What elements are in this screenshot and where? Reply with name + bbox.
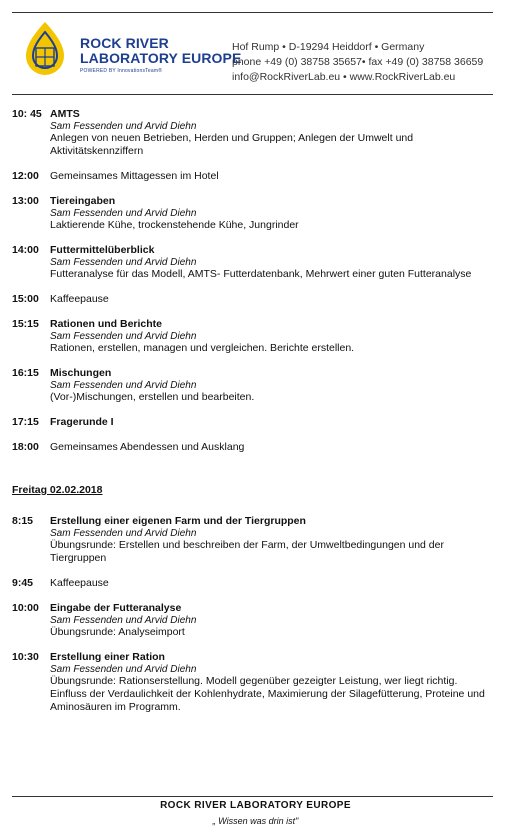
brand-block <box>80 36 241 74</box>
agenda-title: Futtermittelüberblick <box>50 244 155 256</box>
contact-phone: phone +49 (0) 38758 35657• fax +49 (0) 38758 36659 <box>232 56 484 68</box>
agenda-time: 10: 45 <box>12 108 42 120</box>
rock-river-logo <box>20 20 70 75</box>
agenda-time: 13:00 <box>12 195 39 207</box>
agenda-title: AMTS <box>50 108 80 120</box>
agenda-description: Übungsrunde: Rationserstellung. Modell gegenüber gezeigter Leistung, wer liegt richtig. Einfluss der Verdaulichkeit der Kohlenhydrate, Maximierung der Silagefütterung, Proteine und Aminosäuren im Programm. <box>50 675 485 713</box>
agenda-time: 12:00 <box>12 170 39 182</box>
agenda-item <box>12 293 497 306</box>
agenda-time: 15:00 <box>12 293 39 305</box>
agenda-speaker: Sam Fessenden und Arvid Diehn <box>50 208 197 219</box>
agenda-plain: Gemeinsames Abendessen und Ausklang <box>50 441 245 453</box>
agenda-item <box>12 651 497 714</box>
agenda-description: Laktierende Kühe, trockenstehende Kühe, Jungrinder <box>50 219 299 231</box>
agenda-item <box>12 108 497 158</box>
agenda-time: 10:00 <box>12 602 39 614</box>
agenda-title: Eingabe der Futteranalyse <box>50 602 182 614</box>
agenda-description: (Vor-)Mischungen, erstellen und bearbeiten. <box>50 391 255 403</box>
brand-name-line2: LABORATORY EUROPE <box>80 50 242 66</box>
agenda-speaker: Sam Fessenden und Arvid Diehn <box>50 121 197 132</box>
agenda-time: 9:45 <box>12 577 34 589</box>
footer-slogan: „ Wissen was drin ist" <box>212 816 299 826</box>
agenda-item <box>12 602 497 639</box>
agenda-speaker: Sam Fessenden und Arvid Diehn <box>50 380 197 391</box>
agenda-item <box>12 441 497 454</box>
agenda-item <box>12 195 497 232</box>
agenda-title: Rationen und Berichte <box>50 318 163 330</box>
agenda-plain: Gemeinsames Mittagessen im Hotel <box>50 170 219 182</box>
agenda-speaker: Sam Fessenden und Arvid Diehn <box>50 664 197 675</box>
agenda-description: Übungsrunde: Erstellen und beschreiben der Farm, der Umweltbedingungen und der Tiergruppen <box>50 539 444 564</box>
agenda-plain: Kaffeepause <box>50 577 109 589</box>
agenda-item <box>12 416 497 429</box>
agenda-time: 8:15 <box>12 515 34 527</box>
agenda-speaker: Sam Fessenden und Arvid Diehn <box>50 615 197 626</box>
agenda-time: 17:15 <box>12 416 39 428</box>
agenda-item <box>12 170 497 183</box>
agenda-item <box>12 515 497 565</box>
agenda <box>12 108 497 726</box>
agenda-time: 18:00 <box>12 441 39 453</box>
agenda-title: Mischungen <box>50 367 112 379</box>
agenda-description: Futteranalyse für das Modell, AMTS- Futterdatenbank, Mehrwert einer guten Futteranalyse <box>50 268 472 280</box>
agenda-item <box>12 318 497 355</box>
agenda-speaker: Sam Fessenden und Arvid Diehn <box>50 331 197 342</box>
header-top-rule <box>12 12 493 13</box>
agenda-speaker: Sam Fessenden und Arvid Diehn <box>50 257 197 268</box>
agenda-time: 15:15 <box>12 318 39 330</box>
brand-name-line1: ROCK RIVER <box>80 35 169 51</box>
agenda-plain: Kaffeepause <box>50 293 109 305</box>
agenda-item <box>12 244 497 281</box>
agenda-description: Rationen, erstellen, managen und vergleichen. Berichte erstellen. <box>50 342 355 354</box>
agenda-title: Erstellung einer eigenen Farm und der Tiergruppen <box>50 515 306 527</box>
agenda-time: 10:30 <box>12 651 39 663</box>
agenda-title: Erstellung einer Ration <box>50 651 165 663</box>
agenda-time: 16:15 <box>12 367 39 379</box>
contact-address: Hof Rump • D-19294 Heiddorf • Germany <box>232 41 425 53</box>
header-bottom-rule <box>12 94 493 95</box>
contact-block <box>232 40 483 85</box>
day-heading: Freitag 02.02.2018 <box>12 484 103 496</box>
footer-company-name: ROCK RIVER LABORATORY EUROPE <box>160 800 351 811</box>
agenda-description: Übungsrunde: Analyseimport <box>50 626 185 638</box>
agenda-speaker: Sam Fessenden und Arvid Diehn <box>50 528 197 539</box>
contact-web: info@RockRiverLab.eu • www.RockRiverLab.eu <box>232 71 456 83</box>
footer-rule <box>12 796 493 797</box>
agenda-item <box>12 577 497 590</box>
brand-tagline: POWERED BY InnovationsTeam® <box>80 68 163 74</box>
agenda-title: Fragerunde I <box>50 416 114 428</box>
agenda-title: Tiereingaben <box>50 195 116 207</box>
agenda-time: 14:00 <box>12 244 39 256</box>
agenda-description: Anlegen von neuen Betrieben, Herden und Gruppen; Anlegen der Umwelt und Aktivitätskennziffern <box>50 132 414 157</box>
agenda-item <box>12 367 497 404</box>
